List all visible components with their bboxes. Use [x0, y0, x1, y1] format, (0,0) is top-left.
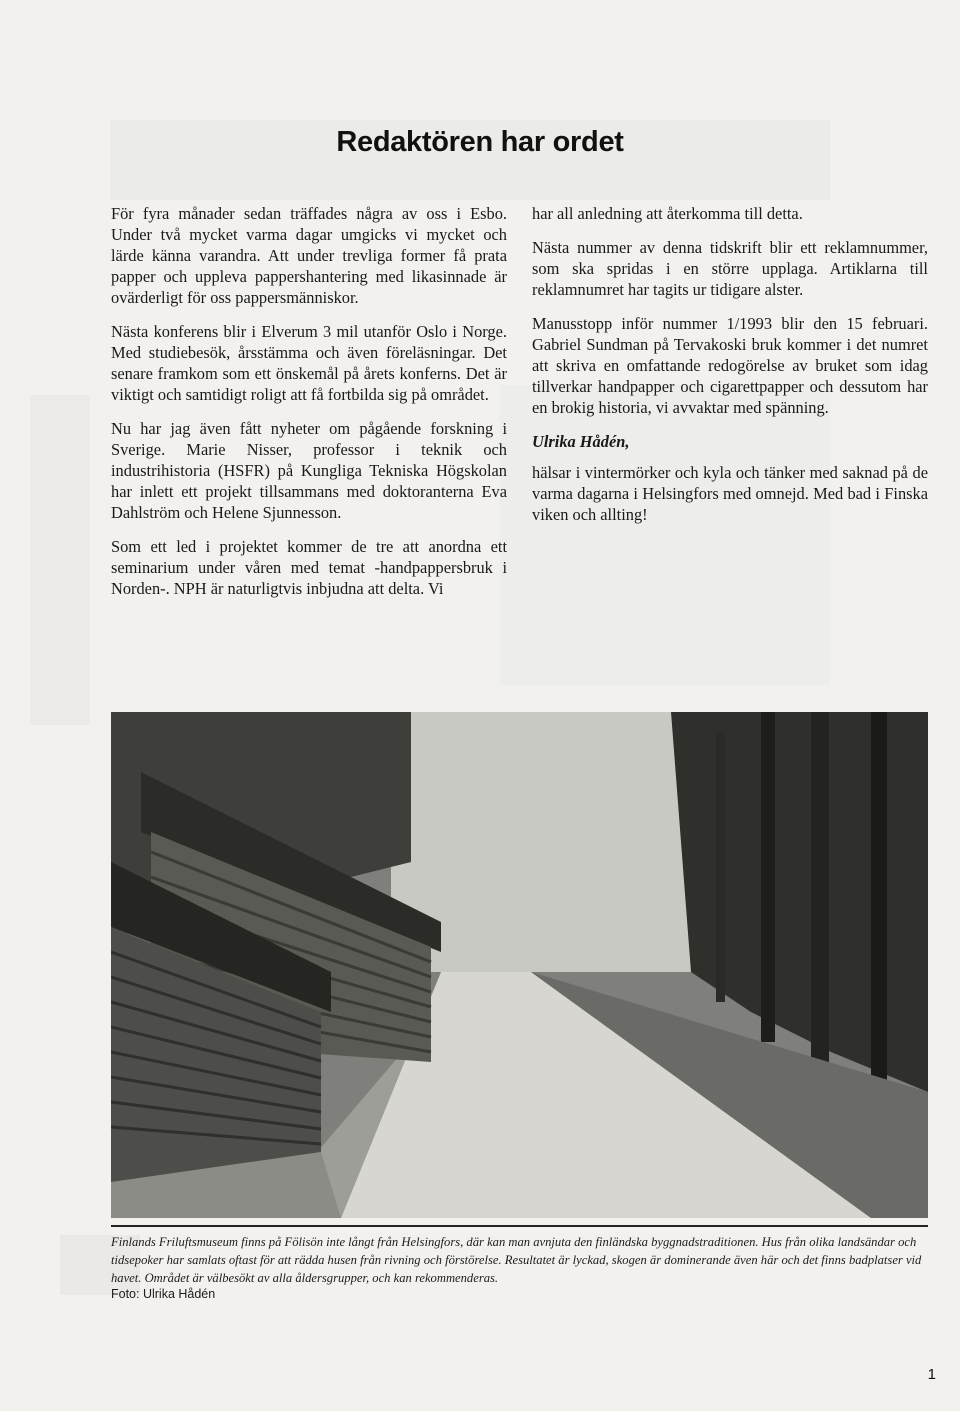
photo-caption: Finlands Friluftsmuseum finns på Fölisön inte långt från Helsingfors, där kan man avnjuta den finländska byggnadstraditionen. Hus från olika landsändar och tidsepoker har samlats oftast för att rädda husen från rivning och förstörelse. Resultatet är lyckad, skogen är dominerande även här och det finns badplatser vid havet. Området är välbesökt av alla åldersgrupper, och kan rekommenderas.	[111, 1235, 922, 1285]
left-column	[111, 203, 507, 599]
paragraph: Nu har jag även fått nyheter om pågående forskning i Sverige. Marie Nisser, professor i teknik och industrihistoria (HSFR) på Kungliga Tekniska Högskolan har inlett ett projekt tillsammans med doktoranterna Eva Dahlström och Helene Sjunnesson.	[111, 419, 507, 522]
page-number: 1	[927, 1366, 936, 1383]
paragraph: Nästa konferens blir i Elverum 3 mil utanför Oslo i Norge. Med studiebesök, årsstämma och även föreläsningar. Det senare framkom som ett önskemål på årets konferns. Det är viktigt och samtidigt roligt att få fortbilda sig på området.	[111, 322, 507, 404]
paragraph: Nästa nummer av denna tidskrift blir ett reklamnummer, som ska spridas i en större upplaga. Artiklarna till reklamnumret har tagits ur tidigare alster.	[532, 238, 928, 299]
paragraph: har all anledning att återkomma till detta.	[532, 204, 803, 223]
show-through-left	[30, 395, 90, 725]
right-column	[532, 203, 928, 538]
paragraph: Manusstopp inför nummer 1/1993 blir den 15 februari. Gabriel Sundman på Tervakoski bruk kommer i det numret att skriva en omfattande redogörelse av bruket som idag tillverkar handpapper och cigarettpapper och dessutom har en brokig historia, vi avvaktar med spänning.	[532, 314, 928, 417]
photo-credit: Foto: Ulrika Hådén	[111, 1287, 216, 1301]
signature: Ulrika Hådén,	[532, 432, 630, 451]
photo-log-cabins	[111, 712, 928, 1218]
paragraph: För fyra månader sedan träffades några av oss i Esbo. Under två mycket varma dagar umgicks vi mycket och lärde känna varandra. Att under trevliga former få prata papper och uppleva pappershantering med likasinnade är ovärderligt för oss pappersmänniskor.	[111, 204, 507, 307]
caption-rule	[111, 1225, 928, 1227]
page-title: Redaktören har ordet	[336, 126, 624, 158]
closing-paragraph: hälsar i vintermörker och kyla och tänker med saknad på de varma dagarna i Helsingfors med omnejd. Med bad i Finska viken och allting!	[532, 463, 928, 524]
paragraph: Som ett led i projektet kommer de tre att anordna ett seminarium under våren med temat -handpappersbruk i Norden-. NPH är naturligtvis inbjudna att delta. Vi	[111, 537, 507, 598]
